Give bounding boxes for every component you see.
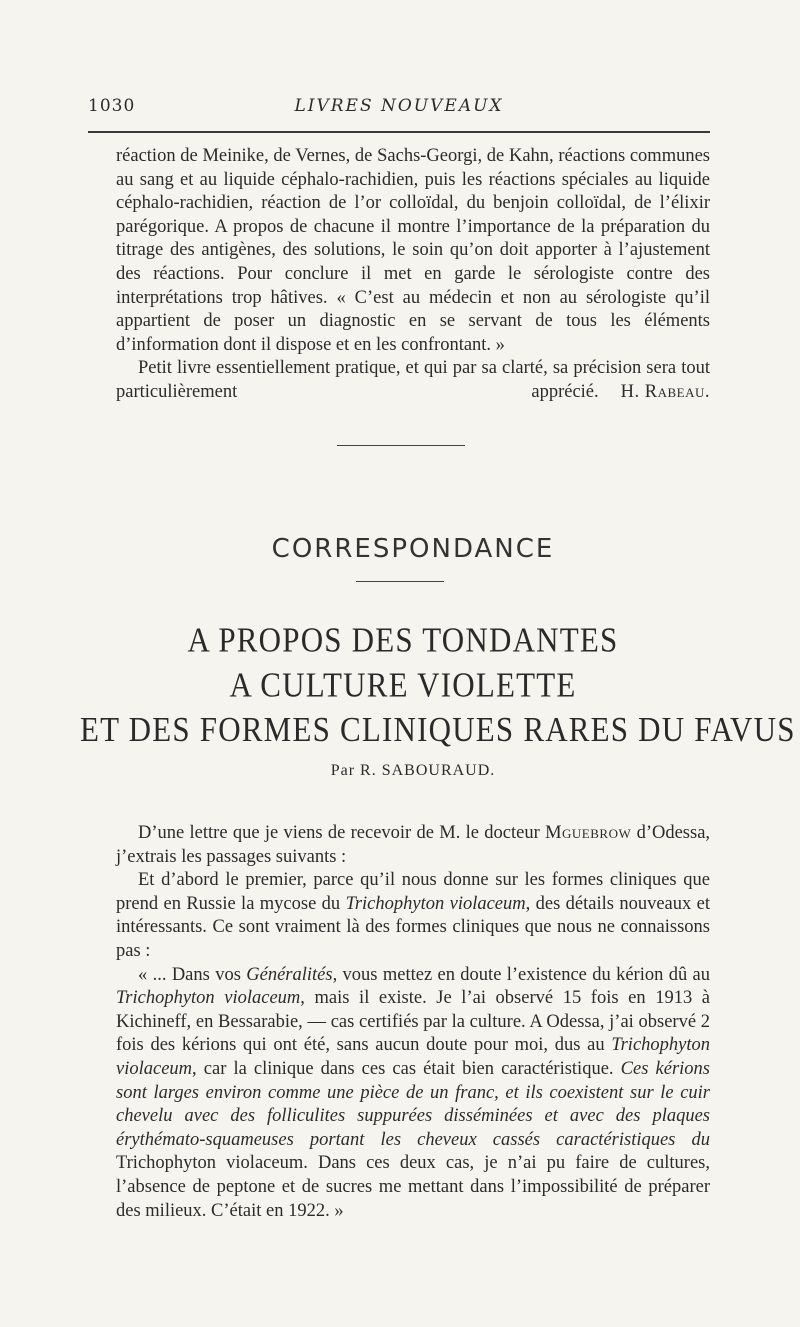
- running-title: LIVRES NOUVEAUX: [294, 96, 504, 116]
- text-run: , car la clinique dans ces cas était bien caractéristique.: [192, 1058, 614, 1079]
- header-rule: [88, 131, 710, 133]
- text-run: Trichophyton violaceum. Dans ces deux cas, je n’ai pu faire de cultures, l’absence de peptone et de sucres me mettant dans l’impossibilité de préparer des milieux. C’était en 1922. »: [116, 1153, 710, 1221]
- byline: Par R. SABOURAUD.: [330, 762, 496, 779]
- italic-run: Généralités: [246, 964, 333, 985]
- section-title: CORRESPONDANCE: [271, 534, 555, 564]
- text-run: , mais il existe. Je l’ai observé 15 fois en 1913 à Kichineff, en Bessarabie, — cas certifiés par la culture. A Odessa, j’ai observé 2 fois des kérions qui ont été, sans aucun doute pour moi, dus au: [116, 988, 710, 1056]
- doctor-name: Mguebrow: [545, 823, 632, 843]
- running-head: [88, 96, 710, 120]
- text-run: « ... Dans vos: [138, 964, 241, 985]
- article-paragraph: [116, 822, 710, 869]
- italic-run: Ces kérions sont larges environ comme une pièce de un franc, et ils coexistent sur le cuir chevelu avec des folliculites suppurées disséminées et avec des plaques érythémato-squameuses portant les cheveux cassés caractéristiques du: [116, 1058, 710, 1150]
- text-run: D’une lettre que je viens de recevoir de M. le docteur: [138, 823, 540, 843]
- article-title-line: A PROPOS DES TONDANTES: [187, 620, 619, 660]
- text-run: d’Odessa, j’extrais les passages suivants :: [116, 823, 711, 867]
- review-signature: H. Rabeau.: [620, 381, 710, 402]
- title-divider: [356, 581, 444, 582]
- review-paragraph: réaction de Meinike, de Vernes, de Sachs-Georgi, de Kahn, réactions communes au sang et au liquide céphalo-rachidien, puis les réactions spéciales au liquide céphalo-rachidien, réaction de l’or colloïdal, du benjoin colloïdal, de l’élixir parégorique. A propos de chacune il montre l’importance de la préparation du titrage des antigènes, des solutions, le soin qu’on doit apporter à l’ajustement des réactions. Pour conclure il met en garde le sérologiste contre des interprétations trop hâtives. « C’est au médecin et non au sérologiste qu’il appartient de poser un diagnostic en se servant de tous les éléments d’information dont il dispose et en les confrontant. »: [116, 146, 710, 355]
- article-title: [80, 618, 796, 752]
- article-body: [116, 822, 710, 1223]
- review-closing-paragraph: [116, 357, 710, 404]
- article-title-line: A CULTURE VIOLETTE: [229, 665, 577, 705]
- italic-run: Trichophyton violaceum: [116, 1035, 711, 1079]
- text-run: Et d’abord le premier, parce qu’il nous donne sur les formes cliniques que prend en Russie la mycose du: [116, 870, 710, 914]
- review-closing-text: Petit livre essentiellement pratique, et qui par sa clarté, sa précision sera tout particulièrement apprécié.: [116, 358, 710, 402]
- article-paragraph: [116, 869, 710, 963]
- italic-run: Trichophyton violaceum: [116, 988, 301, 1009]
- article-quote-paragraph: [116, 964, 710, 1224]
- article-title-line: ET DES FORMES CLINIQUES RARES DU FAVUS: [80, 709, 796, 750]
- page-number: 1030: [88, 96, 136, 116]
- book-review-text: [116, 145, 710, 405]
- italic-run: Trichophyton violaceum: [345, 893, 526, 914]
- text-run: , vous mettez en doute l’existence du kérion dû au: [332, 964, 711, 985]
- section-divider: [337, 445, 465, 446]
- text-run: , des détails nouveaux et intéressants. Ce sont vraiment là des formes cliniques que nous ne connaissons pas :: [116, 893, 710, 961]
